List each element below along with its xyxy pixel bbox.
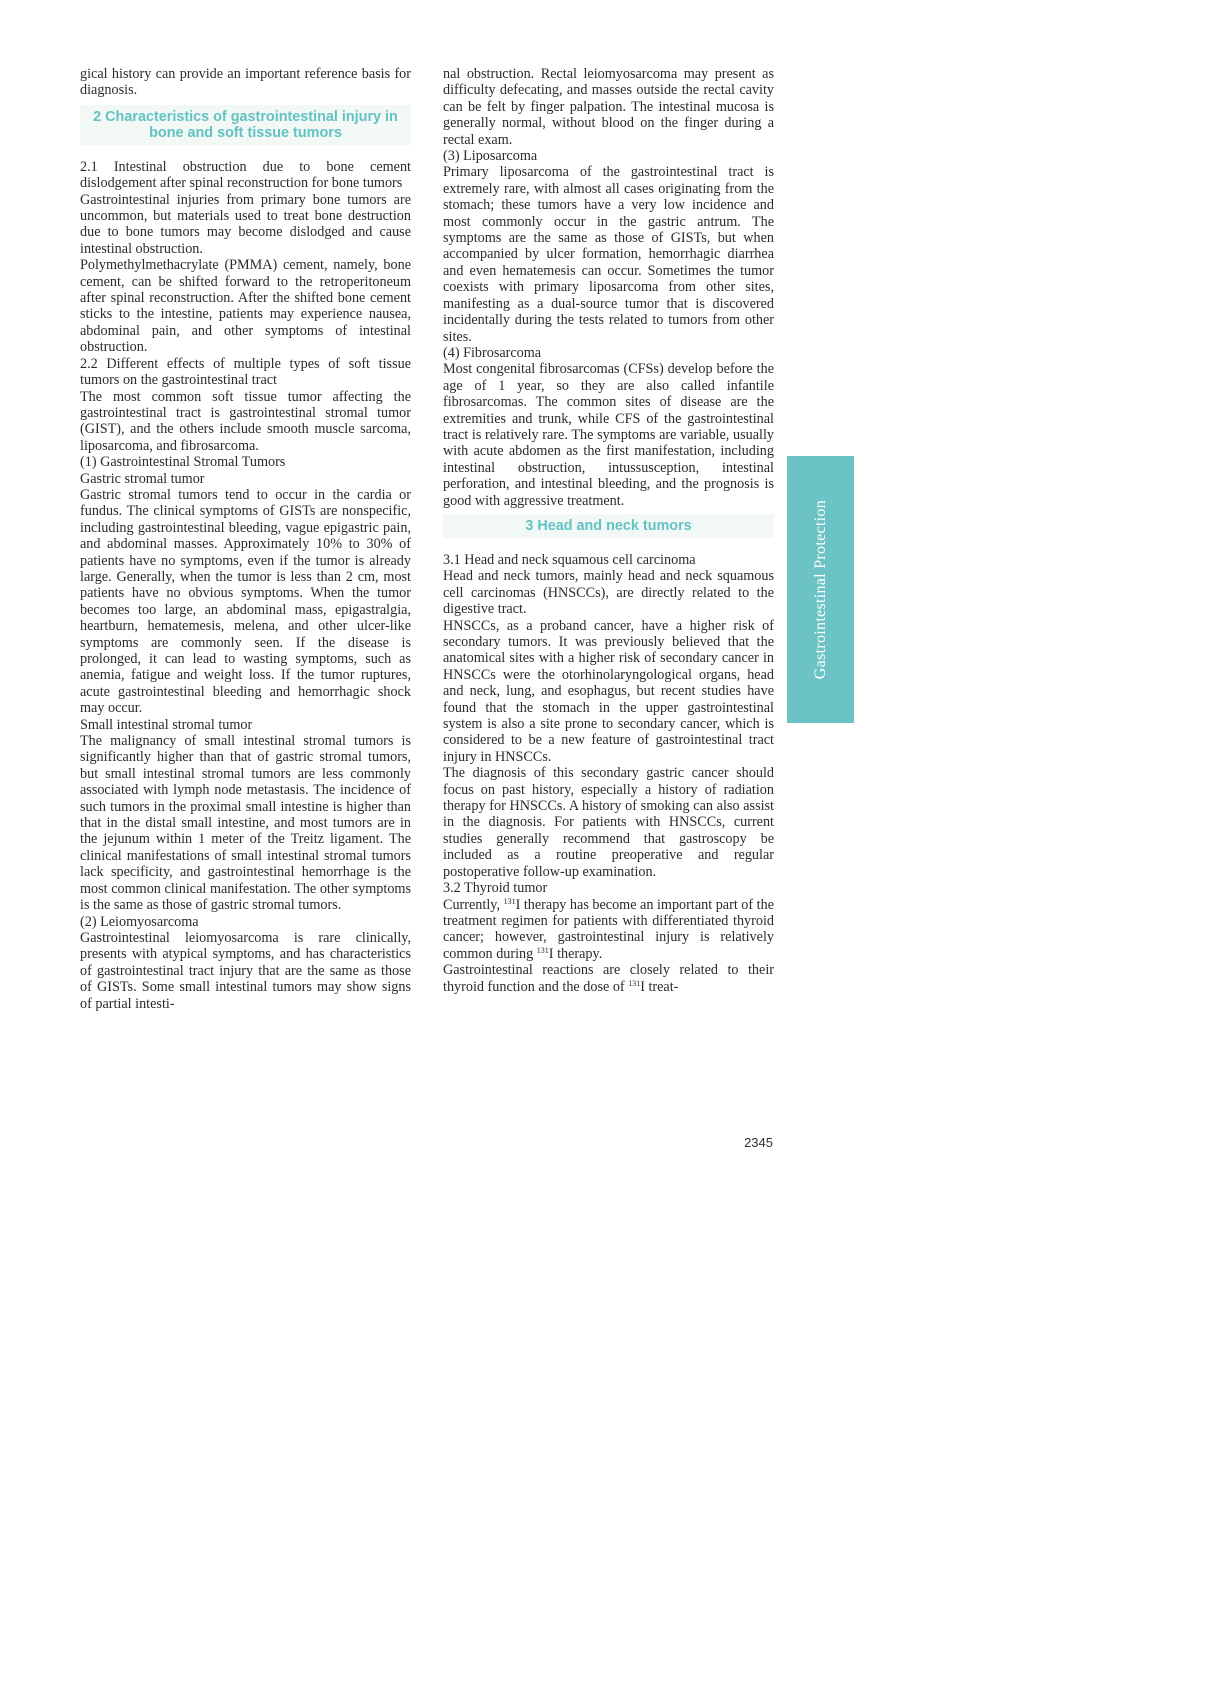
right-column: [443, 66, 774, 995]
thyroid-paragraph-2: [443, 962, 774, 995]
side-tab-label: Gastrointestinal Protection: [811, 499, 829, 680]
intro-paragraph: gical history can provide an important reference basis for diagnosis.: [80, 66, 411, 99]
left-column: [80, 66, 411, 1012]
leiomyosarcoma-paragraph: Gastrointestinal leiomyosarcoma is rare clinically, presents with atypical symptoms, and has characteristics of gastrointestinal tract injury that are the same as those of GISTs. Some small intestinal tumors may show signs of partial intesti-: [80, 929, 411, 1012]
subsection-3-1-heading: 3.1 Head and neck squamous cell carcinoma: [443, 551, 696, 568]
thyroid-p1-text-b: I therapy has become an important part of the treatment regimen for patients with differentiated thyroid cancer; however, gastrointestinal injury is relatively common during: [443, 896, 775, 962]
paragraph-2-1-b: Polymethylmethacrylate (PMMA) cement, namely, bone cement, can be shifted forward to the retroperitoneum after spinal reconstruction. After the shifted bone cement sticks to the intestine, patients may experience nausea, abdominal pain, and other symptoms of intestinal obstruction.: [80, 257, 411, 356]
section-2-heading: 2 Characteristics of gastrointestinal injury in bone and soft tissue tumors: [80, 105, 411, 145]
iodine-superscript: 131: [503, 896, 516, 906]
leiomyosarcoma-continued: nal obstruction. Rectal leiomyosarcoma may present as difficulty defecating, and masses outside the rectal cavity can be felt by finger palpation. The intestinal mucosa is generally normal, without blood on the finger during a rectal exam.: [443, 66, 774, 148]
iodine-superscript: 131: [536, 945, 549, 955]
leiomyosarcoma-label: (2) Leiomyosarcoma: [80, 913, 199, 930]
paragraph-2-2-a: The most common soft tissue tumor affecting the gastrointestinal tract is gastrointestinal stromal tumor (GIST), and the others include smooth muscle sarcoma, liposarcoma, and fibrosarcoma.: [80, 388, 411, 454]
gastric-stromal-label: Gastric stromal tumor: [80, 470, 205, 487]
gastric-stromal-paragraph: Gastric stromal tumors tend to occur in the cardia or fundus. The clinical symptoms of GISTs are nonspecific, including gastrointestinal bleeding, vague epigastric pain, and abdominal masses. Approximately 10% to 30% of patients have no symptoms, even if the tumor is already large. Generally, when the tumor is less than 2 cm, most patients have no obvious symptoms. When the tumor becomes too large, an abdominal mass, epigastralgia, heartburn, hematemesis, melena, and other ulcer-like symptoms are commonly seen. If the disease is prolonged, it can lead to wasting symptoms, such as anemia, fatigue and weight loss. If the tumor ruptures, acute gastrointestinal bleeding and hemorrhagic shock may occur.: [80, 486, 411, 717]
thyroid-p1-text-a: Currently,: [443, 896, 504, 913]
liposarcoma-label: (3) Liposarcoma: [443, 148, 538, 165]
thyroid-p2-text-a: Gastrointestinal reactions are closely related to their thyroid function and the dose of: [443, 962, 774, 995]
page-number: 2345: [744, 1135, 773, 1150]
subsection-3-2-heading: 3.2 Thyroid tumor: [443, 880, 548, 897]
subsection-2-1-heading: 2.1 Intestinal obstruction due to bone cement dislodgement after spinal reconstruction for bone tumors: [80, 158, 411, 192]
paragraph-3-1-c: The diagnosis of this secondary gastric cancer should focus on past history, especially a history of radiation therapy for HNSCCs. A history of smoking can also assist in the diagnosis. For patients with HNSCCs, current studies generally recommend that gastroscopy be included as a routine preoperative and regular postoperative follow-up examination.: [443, 765, 774, 880]
side-tab: [787, 456, 854, 723]
liposarcoma-paragraph: Primary liposarcoma of the gastrointestinal tract is extremely rare, with almost all cases originating from the stomach; these tumors have a very low incidence and most commonly occur in the gastric antrum. The symptoms are the same as those of GISTs, but when accompanied by ulcer formation, hemorrhagic diarrhea and even hematemesis can occur. Sometimes the tumor coexists with primary liposarcoma from other sites, manifesting as a dual-source tumor that is discovered incidentally during the tests related to tumors from other sites.: [443, 164, 774, 345]
thyroid-paragraph-1: [443, 897, 774, 963]
small-intestinal-label: Small intestinal stromal tumor: [80, 716, 253, 733]
subsection-2-2-heading: 2.2 Different effects of multiple types of soft tissue tumors on the gastrointestinal tract: [80, 355, 411, 389]
gist-label: (1) Gastrointestinal Stromal Tumors: [80, 454, 286, 471]
paragraph-3-1-b: HNSCCs, as a proband cancer, have a higher risk of secondary tumors. It was previously believed that the anatomical sites with a higher risk of secondary cancer in HNSCCs were the otorhinolaryngological organs, head and neck, lung, and esophagus, but recent studies have found that the stomach in the upper gastrointestinal system is also a site prone to secondary cancer, which is considered to be a new feature of gastrointestinal tract injury in HNSCCs.: [443, 617, 774, 765]
paragraph-3-1-a: Head and neck tumors, mainly head and neck squamous cell carcinomas (HNSCCs), are directly related to the digestive tract.: [443, 568, 774, 618]
paragraph-2-1-a: Gastrointestinal injuries from primary bone tumors are uncommon, but materials used to treat bone destruction due to bone tumors may become dislodged and cause intestinal obstruction.: [80, 191, 411, 257]
fibrosarcoma-paragraph: Most congenital fibrosarcomas (CFSs) develop before the age of 1 year, so they are also called infantile fibrosarcomas. The common sites of disease are the extremities and trunk, while CFS of the gastrointestinal tract is relatively rare. The symptoms are variable, usually with acute abdomen as the first manifestation, including intestinal obstruction, intussusception, intestinal perforation, and intestinal bleeding, and the prognosis is good with aggressive treatment.: [443, 361, 774, 509]
thyroid-p2-text-b: I treat-: [640, 978, 679, 995]
fibrosarcoma-label: (4) Fibrosarcoma: [443, 344, 542, 361]
iodine-superscript: 131: [628, 978, 641, 988]
thyroid-p1-text-c: I therapy.: [548, 945, 603, 962]
small-intestinal-paragraph: The malignancy of small intestinal stromal tumors is significantly higher than that of gastric stromal tumors, but small intestinal stromal tumors are less commonly associated with lymph node metastasis. The incidence of such tumors in the proximal small intestine is higher than that in the distal small intestine, and most tumors are in the jejunum within 1 meter of the Treitz ligament. The clinical manifestations of small intestinal stromal tumors lack specificity, and gastrointestinal hemorrhage is the most common clinical manifestation. The other symptoms is the same as those of gastric stromal tumors.: [80, 733, 411, 914]
section-3-heading: 3 Head and neck tumors: [443, 514, 774, 538]
